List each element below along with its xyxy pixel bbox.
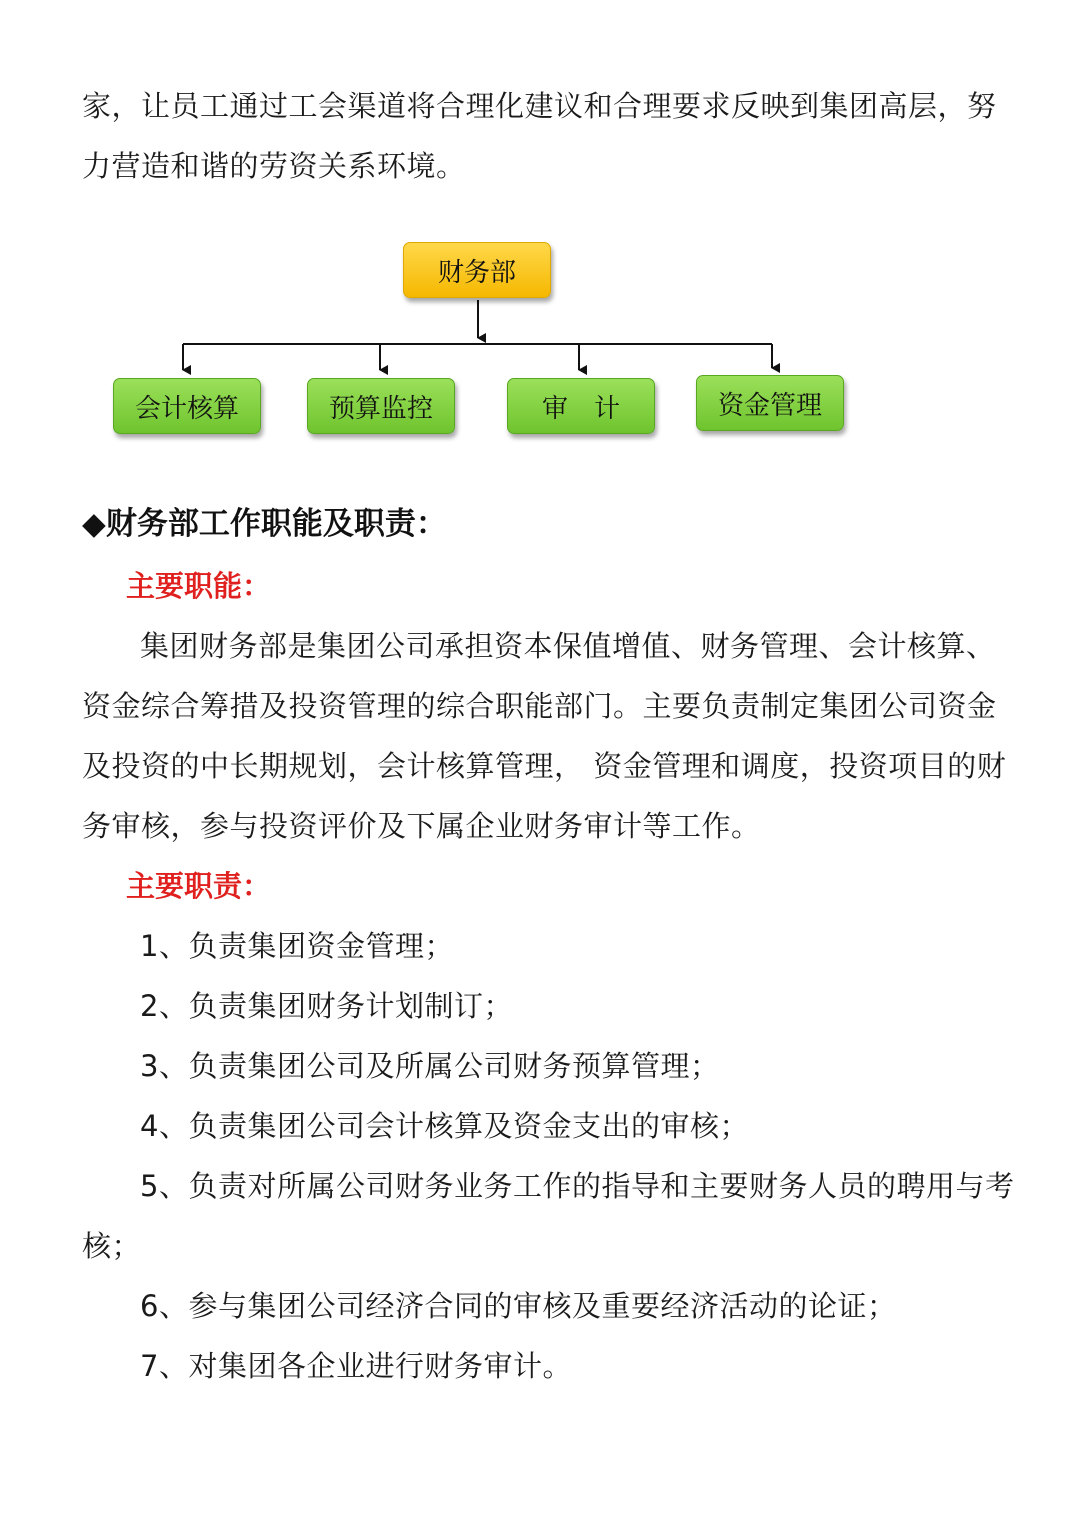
org-chart <box>0 0 1080 480</box>
org-child-fund-management: 资金管理 <box>696 375 844 431</box>
intro-line-1: 家，让员工通过工会渠道将合理化建议和合理要求反映到集团高层，努 <box>82 89 997 123</box>
functions-line-2: 资金综合筹措及投资管理的综合职能部门。主要负责制定集团公司资金 <box>82 689 997 723</box>
duties-heading: 主要职责： <box>126 869 272 903</box>
org-child-audit: 审 计 <box>507 378 655 434</box>
functions-heading: 主要职能： <box>126 569 272 603</box>
functions-line-1: 集团财务部是集团公司承担资本保值增值、财务管理、会计核算、 <box>140 629 996 663</box>
org-root-finance-dept: 财务部 <box>403 242 551 298</box>
intro-line-2: 力营造和谐的劳资关系环境。 <box>82 149 466 183</box>
duty-item-5: 5、负责对所属公司财务业务工作的指导和主要财务人员的聘用与考 <box>140 1169 1015 1203</box>
duty-item-1: 1、负责集团资金管理； <box>140 929 454 963</box>
duty-item-6: 6、参与集团公司经济合同的审核及重要经济活动的论证； <box>140 1289 897 1323</box>
duty-item-3: 3、负责集团公司及所属公司财务预算管理； <box>140 1049 720 1083</box>
functions-line-3: 及投资的中长期规划，会计核算管理， 资金管理和调度，投资项目的财 <box>82 749 1007 783</box>
section-title: ◆财务部工作职能及职责： <box>82 506 447 542</box>
duty-item-7: 7、对集团各企业进行财务审计。 <box>140 1349 572 1383</box>
org-child-accounting: 会计核算 <box>113 378 261 434</box>
functions-line-4: 务审核，参与投资评价及下属企业财务审计等工作。 <box>82 809 761 843</box>
duty-item-5-continued: 核； <box>82 1229 142 1263</box>
org-child-budget-control: 预算监控 <box>307 378 455 434</box>
duty-item-4: 4、负责集团公司会计核算及资金支出的审核； <box>140 1109 749 1143</box>
duty-item-2: 2、负责集团财务计划制订； <box>140 989 513 1023</box>
